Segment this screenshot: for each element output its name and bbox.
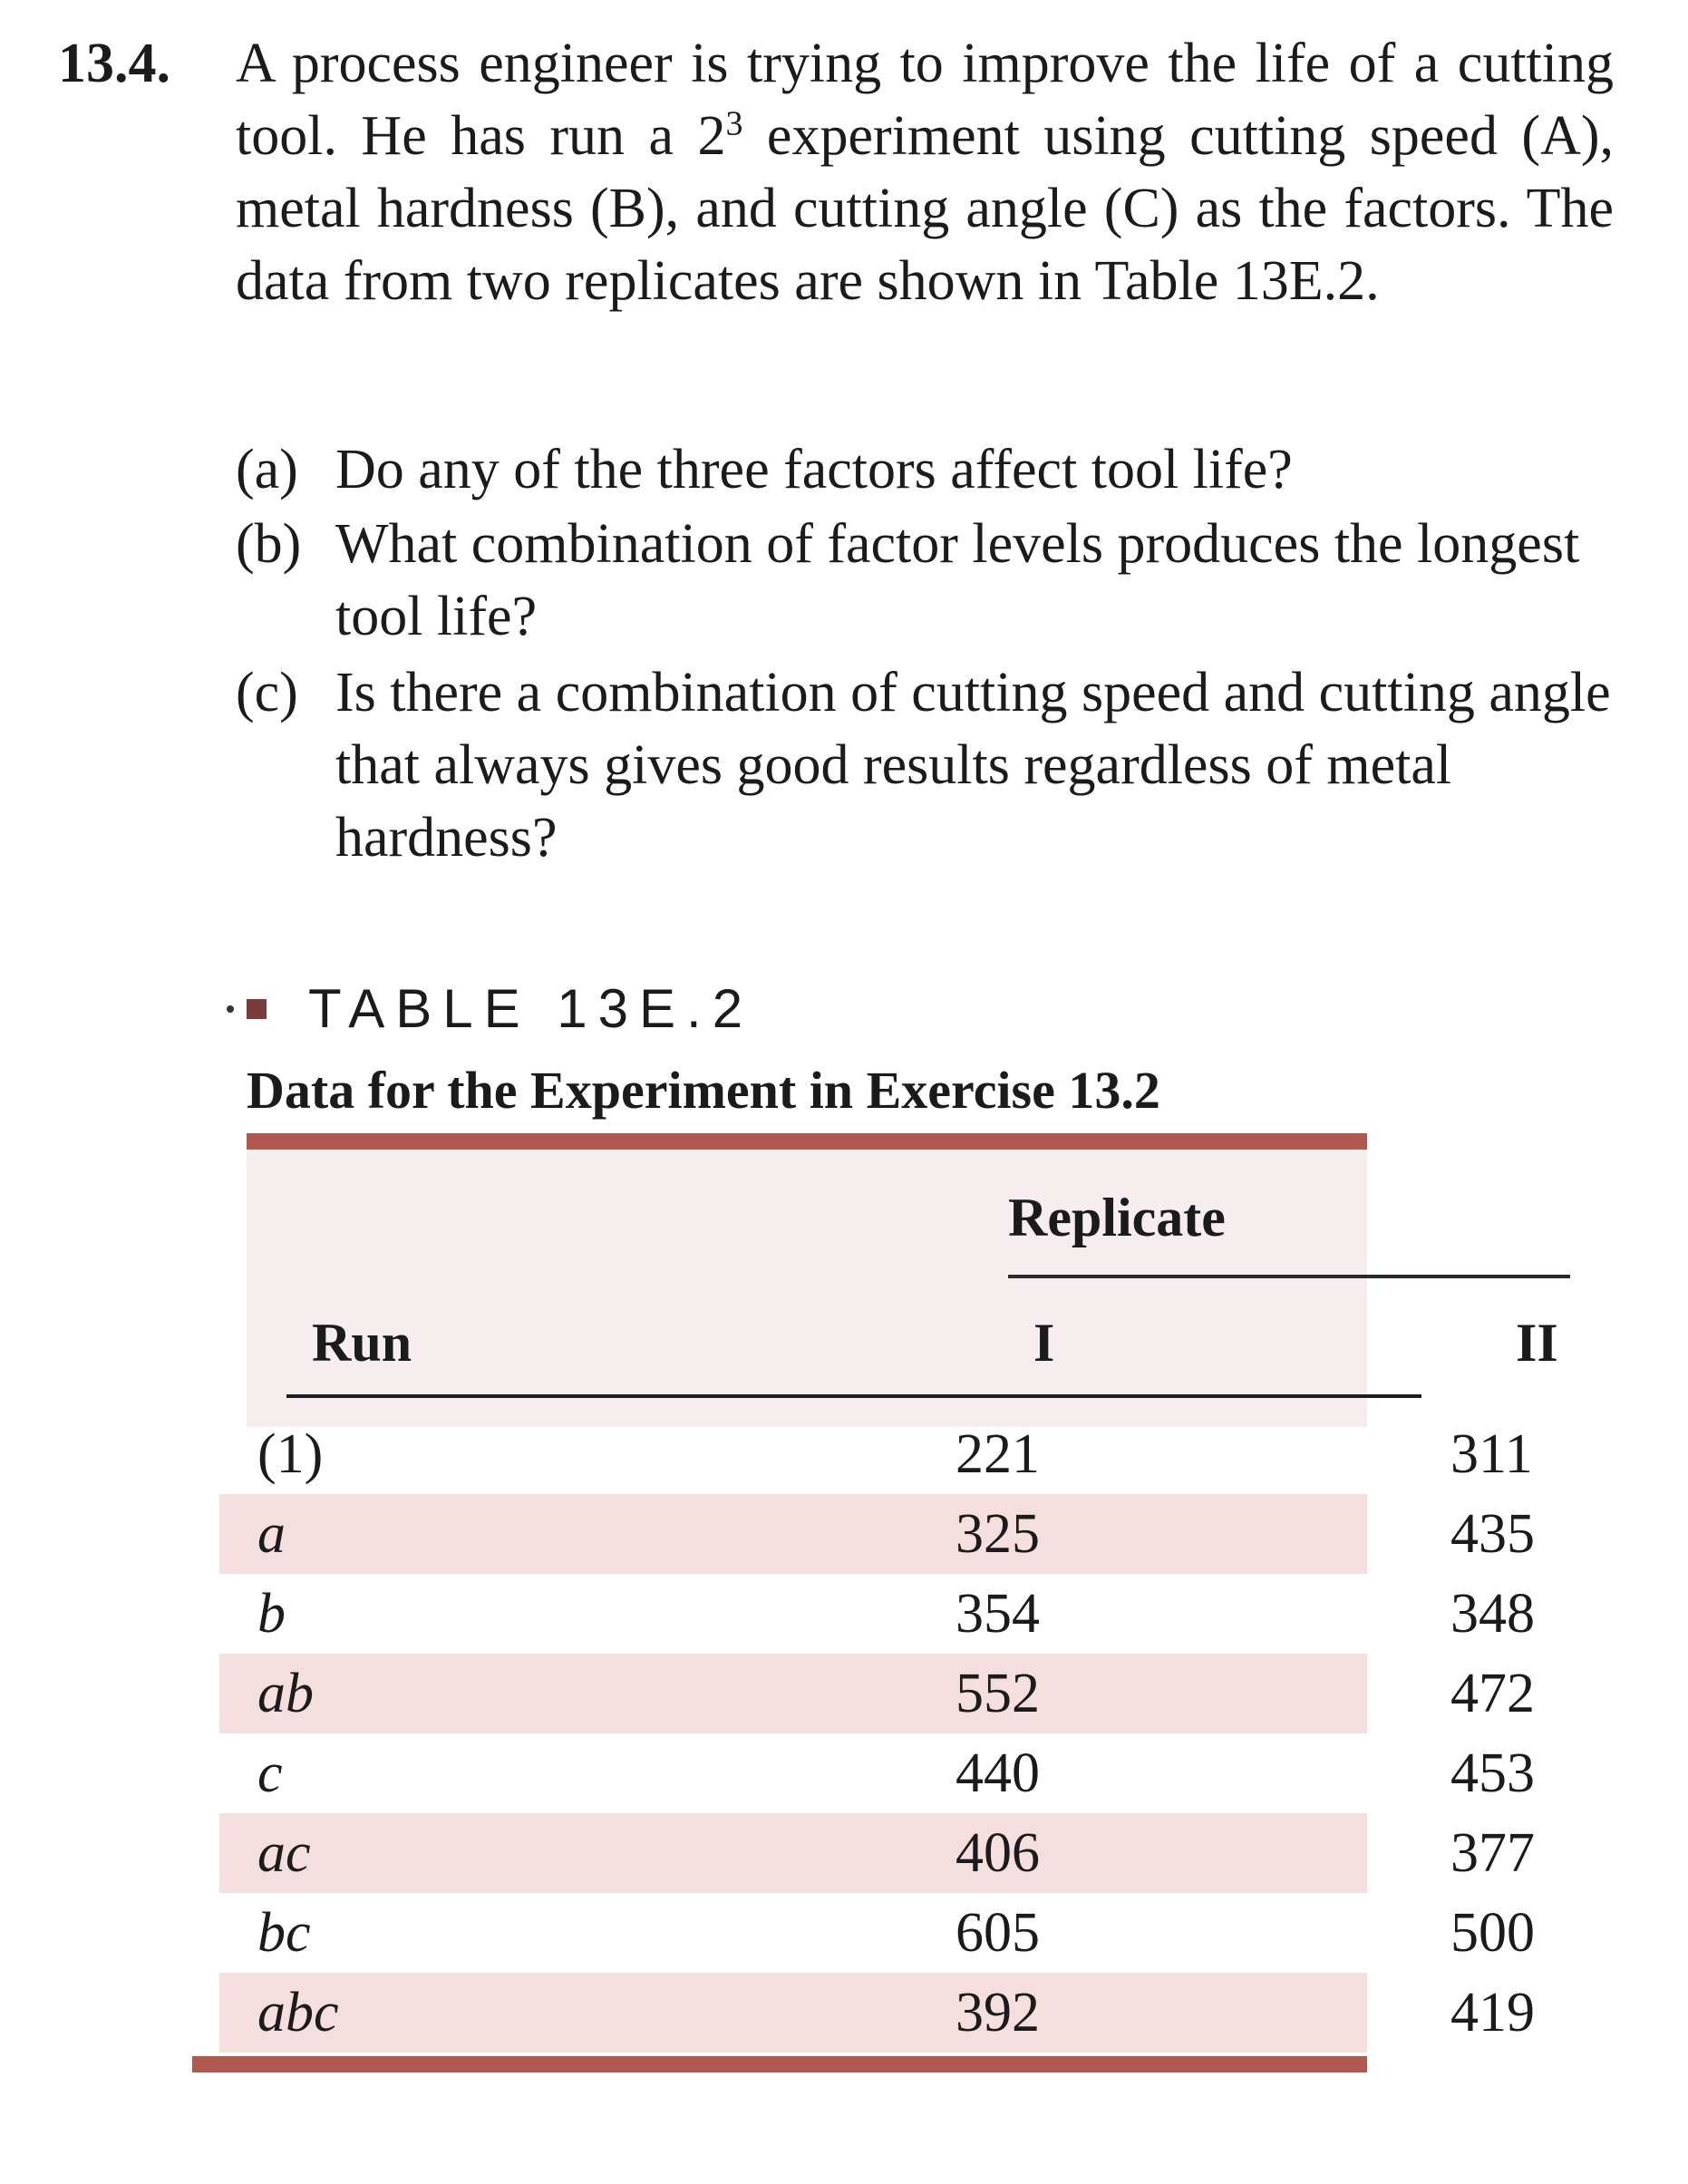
- question-b-label: (b): [236, 513, 302, 575]
- table-row: [219, 1813, 1535, 1893]
- question-c-text: Is there a combination of cutting speed and cutting angle that always gives good results regardless of metal hardness?: [335, 662, 1611, 869]
- table-caption: Data for the Experiment in Exercise 13.2: [247, 1061, 1160, 1120]
- cell-replicate-1: 440: [956, 1742, 1040, 1804]
- question-c-label: (c): [236, 662, 298, 723]
- cell-replicate-2: 419: [1450, 1982, 1535, 2043]
- cell-replicate-1: 552: [956, 1663, 1040, 1724]
- cell-run: (1): [257, 1423, 324, 1485]
- cell-replicate-2: 311: [1450, 1423, 1533, 1485]
- cell-run: b: [257, 1583, 286, 1645]
- table-row: [219, 1973, 1535, 2053]
- exercise-intro-part2: experiment using cutting speed (A), metal hardness (B), and cutting angle (C) as the factors. The data from two replicates are shown in Table 13E.2.: [236, 105, 1614, 312]
- table-row: [219, 1414, 1533, 1494]
- exercise-intro-part1: A process engineer is trying to improve the life of a cutting tool. He has run a 2: [236, 33, 1614, 167]
- replicate-rule: [1008, 1275, 1570, 1278]
- exercise-intro: [236, 27, 1614, 317]
- table-tag-text: TABLE 13E.2: [308, 978, 754, 1039]
- cell-replicate-1: 406: [956, 1822, 1040, 1884]
- question-a-label: (a): [236, 439, 298, 500]
- cell-replicate-1: 325: [956, 1503, 1040, 1565]
- cell-replicate-2: 453: [1450, 1742, 1535, 1804]
- data-table: [192, 1133, 1558, 2076]
- question-a-text: Do any of the three factors affect tool life?: [335, 439, 1293, 500]
- table-row: [219, 1574, 1535, 1654]
- replicate-header: Replicate: [1008, 1188, 1226, 1247]
- column-header-run: Run: [312, 1313, 412, 1373]
- cell-replicate-2: 377: [1450, 1822, 1535, 1884]
- cell-run: ab: [257, 1663, 314, 1724]
- exercise-number: 13.4.: [58, 33, 170, 94]
- cell-run: a: [257, 1503, 286, 1565]
- table-row: [219, 1654, 1535, 1733]
- cell-replicate-2: 472: [1450, 1663, 1535, 1724]
- question-b-text: What combination of factor levels produces the longest tool life?: [335, 513, 1580, 647]
- cell-replicate-2: 500: [1450, 1902, 1535, 1964]
- square-bullet-icon: [247, 999, 267, 1019]
- header-rule: [286, 1394, 1421, 1398]
- table-tag: [227, 977, 753, 1041]
- table-row: [219, 1733, 1535, 1813]
- exercise-intro-exponent: 3: [725, 104, 743, 143]
- cell-replicate-1: 605: [956, 1902, 1040, 1964]
- cell-replicate-1: 354: [956, 1583, 1040, 1645]
- table-bottom-rule: [192, 2056, 1367, 2072]
- cell-run: abc: [257, 1982, 339, 2043]
- cell-replicate-2: 435: [1450, 1503, 1535, 1565]
- table-row: [219, 1494, 1535, 1574]
- cell-replicate-1: 221: [956, 1423, 1040, 1485]
- column-header-replicate-1: I: [1033, 1313, 1055, 1373]
- cell-replicate-2: 348: [1450, 1583, 1535, 1645]
- table-header: [247, 1150, 1558, 1427]
- cell-replicate-1: 392: [956, 1982, 1040, 2043]
- cell-run: bc: [257, 1902, 311, 1964]
- column-header-replicate-2: II: [1516, 1313, 1558, 1373]
- cell-run: ac: [257, 1822, 311, 1884]
- cell-run: c: [257, 1742, 283, 1804]
- table-row: [219, 1893, 1535, 1973]
- table-top-rule: [247, 1133, 1367, 1150]
- bullet-dot-icon: [227, 1005, 234, 1013]
